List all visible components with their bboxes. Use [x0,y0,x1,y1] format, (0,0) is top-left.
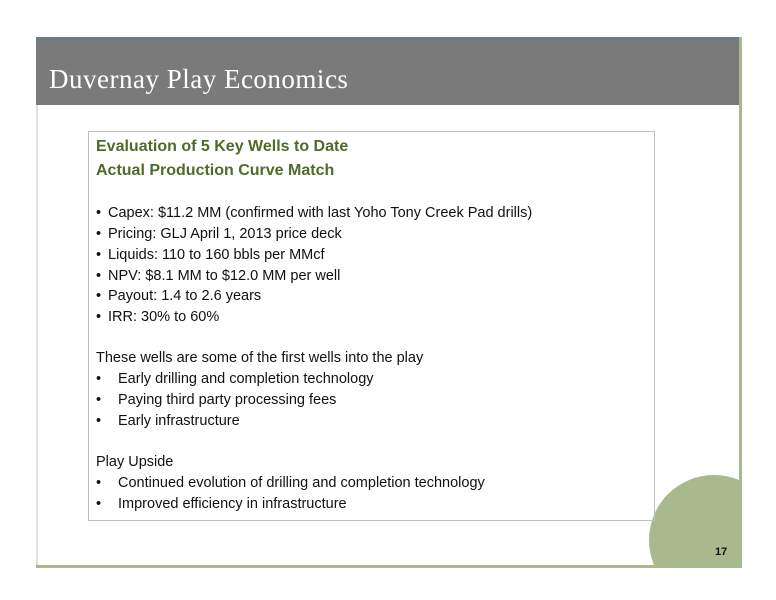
bullet-icon: • [96,309,102,325]
bullet-icon: • [96,226,102,242]
metric-payout: Payout: 1.4 to 2.6 years [108,288,262,304]
page-number: 17 [715,546,728,558]
title-bar [36,37,739,105]
bullet-icon: • [96,496,102,512]
bullet-icon: • [96,413,102,429]
metric-capex: Capex: $11.2 MM (confirmed with last Yoho Tony Creek Pad drills) [108,205,533,221]
heading-evaluation: Evaluation of 5 Key Wells to Date [96,138,349,155]
bullet-icon: • [96,371,102,387]
bottom-border-decoration [36,565,742,568]
slide-title: Duvernay Play Economics [49,64,349,94]
bullet-icon: • [96,475,102,491]
bullet-icon: • [96,392,102,408]
upside-item-infrastructure: Improved efficiency in infrastructure [118,496,347,512]
play-upside-intro: Play Upside [96,454,174,470]
metric-pricing: Pricing: GLJ April 1, 2013 price deck [108,226,342,242]
early-item-processing-fees: Paying third party processing fees [118,392,337,408]
metric-irr: IRR: 30% to 60% [108,309,220,325]
bullet-icon: • [96,247,102,263]
bullet-icon: • [96,268,102,284]
early-item-infrastructure: Early infrastructure [118,413,240,429]
metric-npv: NPV: $8.1 MM to $12.0 MM per well [108,268,341,284]
heading-production-curve: Actual Production Curve Match [96,162,335,179]
upside-item-technology: Continued evolution of drilling and completion technology [118,475,485,491]
bullet-icon: • [96,205,102,221]
right-border-decoration [739,37,742,568]
metric-liquids: Liquids: 110 to 160 bbls per MMcf [108,247,325,263]
bullet-icon: • [96,288,102,304]
early-item-drilling: Early drilling and completion technology [118,371,374,387]
early-wells-intro: These wells are some of the first wells into the play [96,350,424,366]
